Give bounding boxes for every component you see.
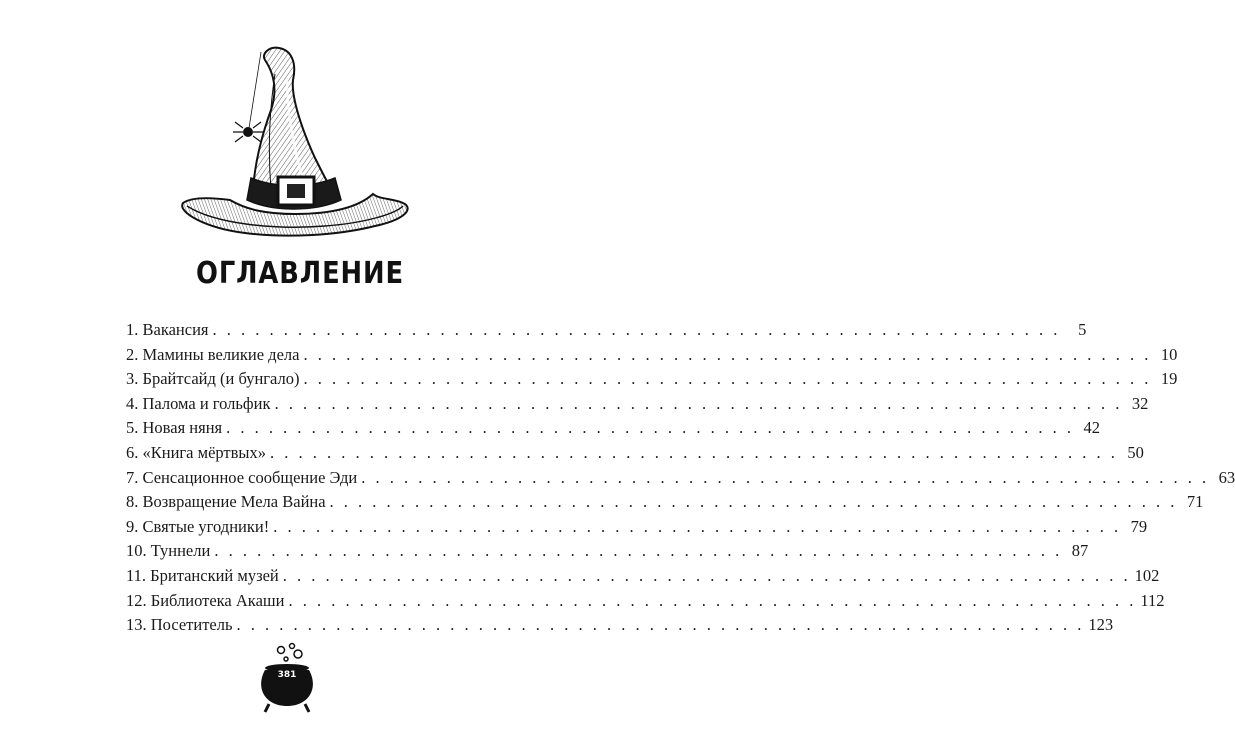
dot-leader: . . . . . . . . . . . . . . . . . . . . . . . . . . . . . . . . . . . . . . . . . . . . . . . . . . . . . . . . . . . . [303, 369, 1152, 389]
toc-entry [126, 564, 1160, 589]
chapter-page-number: 10 [1160, 344, 1178, 364]
dot-leader: . . . . . . . . . . . . . . . . . . . . . . . . . . . . . . . . . . . . . . . . . . . . . . . . . . . . . . . . . . . . [303, 344, 1152, 364]
dot-leader: . . . . . . . . . . . . . . . . . . . . . . . . . . . . . . . . . . . . . . . . . . . . . . . . . . . . . . . . . . . . [288, 590, 1137, 610]
toc-entry [126, 441, 1144, 466]
chapter-title: 10. Туннели [126, 541, 211, 561]
chapter-page-number: 79 [1130, 516, 1148, 536]
chapter-page-number: 50 [1127, 442, 1144, 462]
chapter-title: 3. Брайтсайд (и бунгало) [126, 369, 300, 389]
dot-leader: . . . . . . . . . . . . . . . . . . . . . . . . . . . . . . . . . . . . . . . . . . . . . . . . . . . . . . . . . . . . [361, 467, 1210, 487]
chapter-title: 9. Святые угодники! [126, 516, 270, 536]
dot-leader: . . . . . . . . . . . . . . . . . . . . . . . . . . . . . . . . . . . . . . . . . . . . . . . . . . . . . . . . . . . . [226, 418, 1074, 438]
dot-leader: . . . . . . . . . . . . . . . . . . . . . . . . . . . . . . . . . . . . . . . . . . . . . . . . . . . . . . . . . . . . [212, 320, 1061, 339]
chapter-title: 5. Новая няня [126, 418, 223, 438]
chapter-title: 8. Возвращение Мела Вайна [126, 492, 326, 512]
toc-entry [126, 367, 1178, 392]
chapter-title: 4. Палома и гольфик [126, 393, 271, 413]
dot-leader: . . . . . . . . . . . . . . . . . . . . . . . . . . . . . . . . . . . . . . . . . . . . . . . . . . . . . . . . . . . . [270, 442, 1118, 462]
chapter-page-number: 63 [1218, 467, 1235, 487]
chapter-title: 1. Вакансия [126, 320, 209, 339]
toc-entry [126, 589, 1165, 614]
toc-entry [126, 490, 1204, 515]
chapter-title: 13. Посетитель [126, 615, 233, 635]
chapter-title: 12. Библиотека Акаши [126, 590, 285, 610]
dot-leader: . . . . . . . . . . . . . . . . . . . . . . . . . . . . . . . . . . . . . . . . . . . . . . . . . . . . . . . . . . . . [236, 615, 1085, 635]
toc-entry [126, 343, 1178, 368]
chapter-title: 11. Британский музей [126, 565, 279, 585]
toc-entry [126, 392, 1149, 417]
chapter-title: 7. Сенсационное сообщение Эди [126, 467, 358, 487]
chapter-page-number: 32 [1131, 393, 1149, 413]
dot-leader: . . . . . . . . . . . . . . . . . . . . . . . . . . . . . . . . . . . . . . . . . . . . . . . . . . . . . . . . . . . . [282, 565, 1131, 585]
chapter-page-number: 5 [1078, 320, 1087, 339]
chapter-page-number: 87 [1071, 541, 1089, 561]
chapter-page-number: 123 [1088, 615, 1114, 635]
dot-leader: . . . . . . . . . . . . . . . . . . . . . . . . . . . . . . . . . . . . . . . . . . . . . . . . . . . . . . . . . . . . [329, 492, 1178, 512]
chapter-page-number: 102 [1134, 565, 1160, 585]
chapter-page-number: 42 [1083, 418, 1100, 438]
toc-entry [126, 416, 1100, 441]
toc-entry [126, 613, 1114, 638]
page-title: ОГЛАВЛЕНИЕ [196, 256, 404, 291]
dot-leader: . . . . . . . . . . . . . . . . . . . . . . . . . . . . . . . . . . . . . . . . . . . . . . . . . . . . . . . . . . . . [274, 393, 1123, 413]
toc-entry [126, 466, 1235, 491]
chapter-title: 6. «Книга мёртвых» [126, 442, 267, 462]
toc-entry [126, 539, 1089, 564]
chapter-page-number: 71 [1186, 492, 1204, 512]
witch-hat-icon [175, 40, 420, 245]
chapter-title: 2. Мамины великие дела [126, 344, 300, 364]
dot-leader: . . . . . . . . . . . . . . . . . . . . . . . . . . . . . . . . . . . . . . . . . . . . . . . . . . . . . . . . . . . . [273, 516, 1122, 536]
dot-leader: . . . . . . . . . . . . . . . . . . . . . . . . . . . . . . . . . . . . . . . . . . . . . . . . . . . . . . . . . . . . [214, 541, 1063, 561]
page-number: 381 [277, 670, 297, 680]
chapter-page-number: 19 [1160, 369, 1178, 389]
chapter-page-number: 112 [1140, 590, 1165, 610]
table-of-contents [126, 318, 1235, 638]
toc-entry [126, 318, 1087, 343]
toc-entry [126, 515, 1148, 540]
